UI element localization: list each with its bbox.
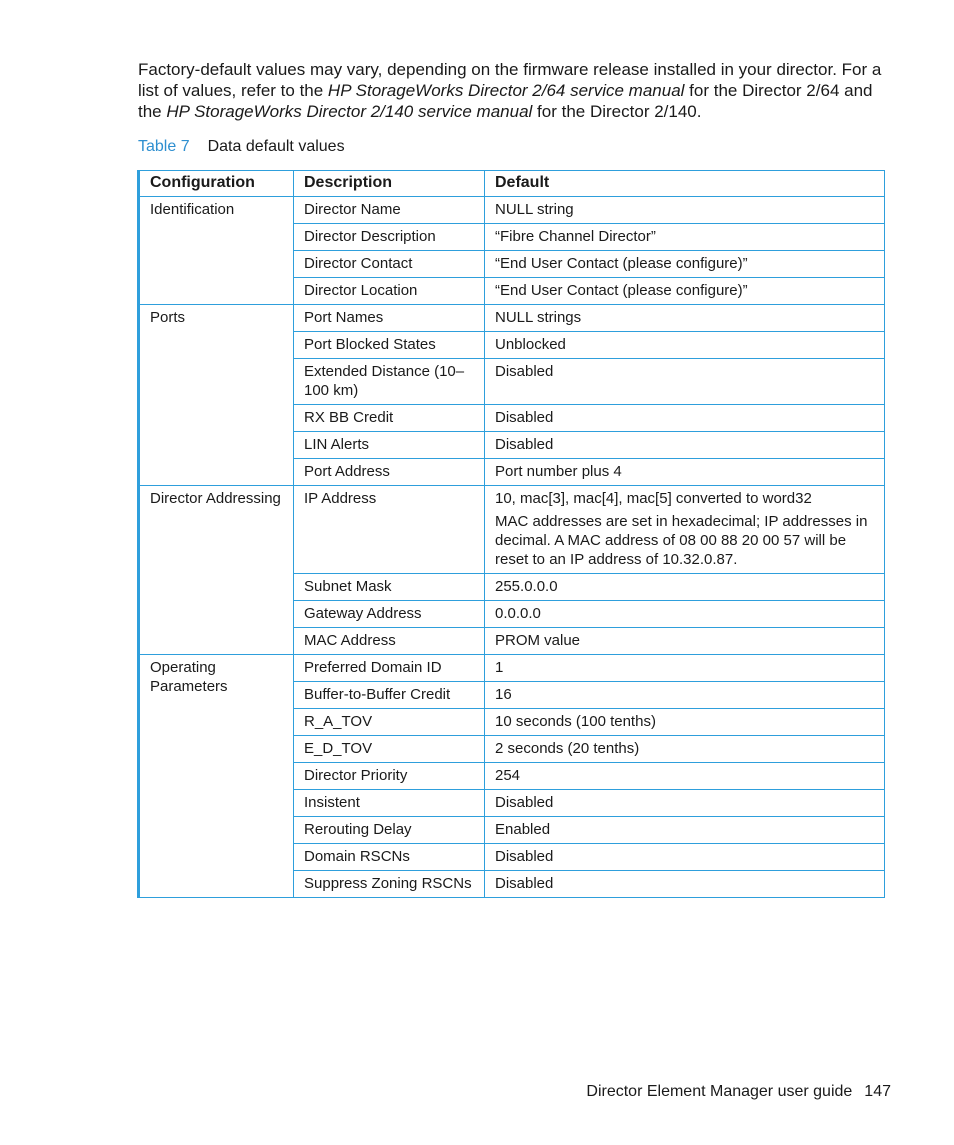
table-title: Data default values [207,138,345,155]
header-default: Default [485,171,885,197]
group-ports: Ports [139,305,294,486]
row-description: Subnet Mask [294,574,485,601]
row-default: “End User Contact (please configure)” [485,278,885,305]
row-default: 2 seconds (20 tenths) [485,736,885,763]
row-default: 1 [485,655,885,682]
row-description: Domain RSCNs [294,844,485,871]
row-default: NULL strings [485,305,885,332]
group-identification: Identification [139,197,294,305]
row-description: IP Address [294,486,485,574]
row-description: Port Names [294,305,485,332]
intro-text-2: for the Director 2/64 and the [138,81,873,121]
row-default: Disabled [485,405,885,432]
row-default: Disabled [485,359,885,405]
group-director-addressing: Director Addressing [139,486,294,655]
manual-title-2-140: HP StorageWorks Director 2/140 service manual [166,102,533,121]
row-description: Port Address [294,459,485,486]
intro-text-1: Factory-default values may vary, depending on the firmware release installed in your director. For a list of values, refer to the [138,60,882,100]
row-description: Suppress Zoning RSCNs [294,871,485,898]
row-description: RX BB Credit [294,405,485,432]
page-footer [586,1082,891,1102]
row-description: Buffer-to-Buffer Credit [294,682,485,709]
row-default: Port number plus 4 [485,459,885,486]
row-default: 10 seconds (100 tenths) [485,709,885,736]
row-description: Director Name [294,197,485,224]
group-operating-parameters: Operating Parameters [139,655,294,898]
ip-address-note: MAC addresses are set in hexadecimal; IP addresses in decimal. A MAC address of 08 00 88 20 00 57 will be reset to an IP address of 10.32.0.87. [495,513,868,568]
row-default: Disabled [485,790,885,817]
row-default: Unblocked [485,332,885,359]
row-default: 254 [485,763,885,790]
page-number: 147 [864,1083,891,1100]
table-row [139,486,885,574]
row-default: “End User Contact (please configure)” [485,251,885,278]
row-default: Disabled [485,432,885,459]
row-default [485,486,885,574]
header-description: Description [294,171,485,197]
row-description: Director Contact [294,251,485,278]
row-default: Disabled [485,871,885,898]
row-default: “Fibre Channel Director” [485,224,885,251]
intro-text-3: for the Director 2/140. [532,102,702,121]
row-default: 255.0.0.0 [485,574,885,601]
row-default: Enabled [485,817,885,844]
row-description: Director Description [294,224,485,251]
table-caption [138,137,345,157]
row-description: Preferred Domain ID [294,655,485,682]
row-default: 0.0.0.0 [485,601,885,628]
data-default-values-table [137,170,885,898]
row-description: LIN Alerts [294,432,485,459]
table-header-row [139,171,885,197]
ip-address-default: 10, mac[3], mac[4], mac[5] converted to word32 [495,490,812,507]
row-description: Insistent [294,790,485,817]
manual-title-2-64: HP StorageWorks Director 2/64 service manual [327,81,685,100]
intro-paragraph [138,59,883,122]
row-default: PROM value [485,628,885,655]
table-row [139,655,885,682]
footer-title: Director Element Manager user guide [586,1083,853,1100]
table-row [139,305,885,332]
table-row [139,197,885,224]
row-default: 16 [485,682,885,709]
row-description: Port Blocked States [294,332,485,359]
row-description: Director Priority [294,763,485,790]
row-description: R_A_TOV [294,709,485,736]
row-default: NULL string [485,197,885,224]
header-configuration: Configuration [139,171,294,197]
row-description: Director Location [294,278,485,305]
row-description: Gateway Address [294,601,485,628]
table-number: Table 7 [138,138,190,155]
row-default: Disabled [485,844,885,871]
row-description: E_D_TOV [294,736,485,763]
row-description: Extended Distance (10–100 km) [294,359,485,405]
row-description: Rerouting Delay [294,817,485,844]
row-description: MAC Address [294,628,485,655]
